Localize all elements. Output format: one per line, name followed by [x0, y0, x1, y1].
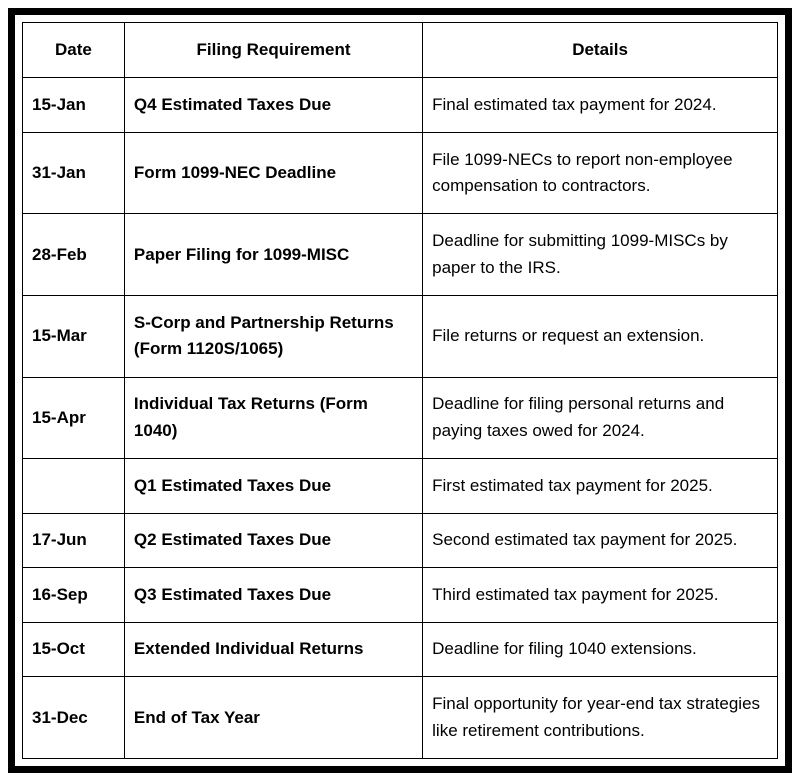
header-details: Details: [423, 23, 778, 78]
table-row: [23, 459, 778, 514]
details-cell: Deadline for filing 1040 extensions.: [423, 622, 778, 677]
details-cell: Deadline for filing personal returns and paying taxes owed for 2024.: [423, 377, 778, 459]
details-cell: Final estimated tax payment for 2024.: [423, 78, 778, 133]
date-cell: 15-Mar: [23, 295, 125, 377]
requirement-cell: Individual Tax Returns (Form 1040): [124, 377, 422, 459]
details-cell: Third estimated tax payment for 2025.: [423, 568, 778, 623]
table-row: [23, 377, 778, 459]
requirement-cell: Extended Individual Returns: [124, 622, 422, 677]
header-filing-requirement: Filing Requirement: [124, 23, 422, 78]
details-cell: Final opportunity for year-end tax strategies like retirement contributions.: [423, 677, 778, 759]
details-cell: File 1099-NECs to report non-employee compensation to contractors.: [423, 132, 778, 214]
table-row: [23, 132, 778, 214]
date-cell: 15-Jan: [23, 78, 125, 133]
requirement-cell: Paper Filing for 1099-MISC: [124, 214, 422, 296]
date-cell: 16-Sep: [23, 568, 125, 623]
details-cell: Second estimated tax payment for 2025.: [423, 513, 778, 568]
table-row: [23, 214, 778, 296]
table-row: [23, 568, 778, 623]
date-cell: 17-Jun: [23, 513, 125, 568]
date-cell: 31-Dec: [23, 677, 125, 759]
table-row: [23, 622, 778, 677]
table-outer-frame: [8, 8, 792, 773]
date-cell: 15-Apr: [23, 377, 125, 459]
header-date: Date: [23, 23, 125, 78]
table-row: [23, 78, 778, 133]
date-cell-empty: [23, 459, 125, 514]
table-row: [23, 677, 778, 759]
date-cell: 28-Feb: [23, 214, 125, 296]
table-row: [23, 513, 778, 568]
table-row: [23, 295, 778, 377]
details-cell: File returns or request an extension.: [423, 295, 778, 377]
requirement-cell: Q2 Estimated Taxes Due: [124, 513, 422, 568]
tax-calendar-table: [22, 22, 778, 759]
requirement-cell: Q3 Estimated Taxes Due: [124, 568, 422, 623]
requirement-cell: S-Corp and Partnership Returns (Form 1120S/1065): [124, 295, 422, 377]
date-cell: 15-Oct: [23, 622, 125, 677]
details-cell: Deadline for submitting 1099-MISCs by paper to the IRS.: [423, 214, 778, 296]
details-cell: First estimated tax payment for 2025.: [423, 459, 778, 514]
date-cell: 31-Jan: [23, 132, 125, 214]
requirement-cell: Q4 Estimated Taxes Due: [124, 78, 422, 133]
requirement-cell: Q1 Estimated Taxes Due: [124, 459, 422, 514]
requirement-cell: End of Tax Year: [124, 677, 422, 759]
table-header-row: [23, 23, 778, 78]
requirement-cell: Form 1099-NEC Deadline: [124, 132, 422, 214]
